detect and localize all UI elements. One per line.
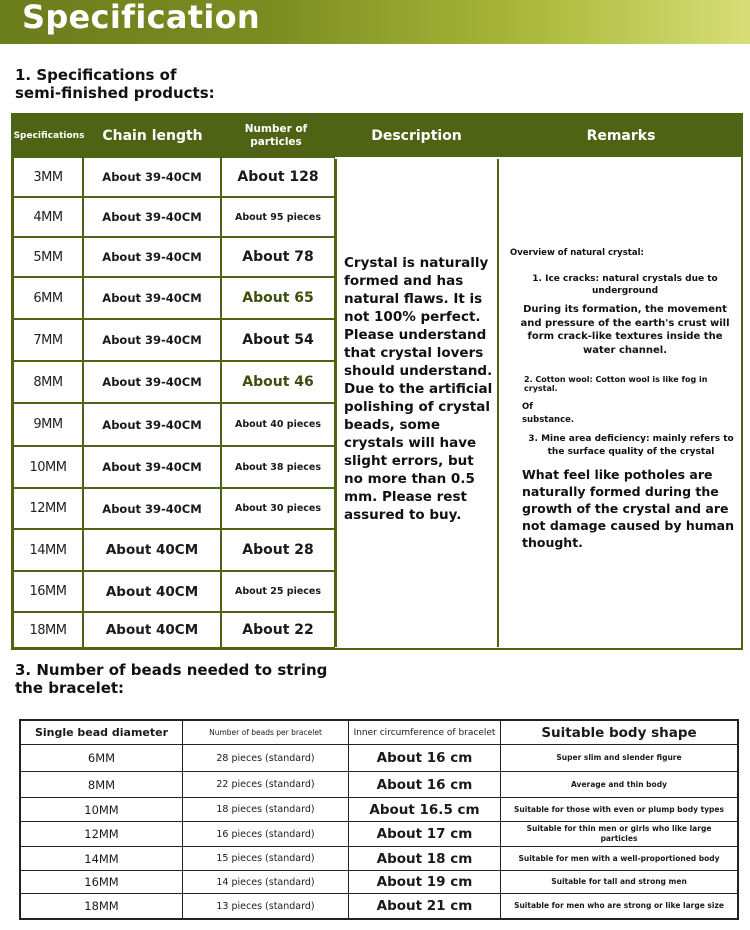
table-row: [21, 822, 737, 847]
chain-length-cell: About 39-40CM: [83, 361, 221, 403]
table-header-row: [21, 721, 737, 745]
spec-cell: 4MM: [13, 197, 83, 237]
inner-circumference-cell: About 18 cm: [349, 847, 501, 870]
body-shape-cell: Suitable for tall and strong men: [551, 877, 687, 886]
inner-circumference-cell: About 21 cm: [349, 894, 501, 918]
table-row: [21, 772, 737, 798]
section1-heading: 1. Specifications of semi-finished products:: [15, 66, 215, 102]
particle-count-cell: About 22: [221, 612, 335, 648]
spec-cell: 18MM: [13, 612, 83, 648]
remarks-item1-detail: During its formation, the movement and pressure of the earth's crust will form crack-like textures inside the water channel.: [520, 304, 730, 356]
beads-per-bracelet-cell: 16 pieces (standard): [183, 822, 349, 846]
chain-length-cell: About 40CM: [83, 612, 221, 648]
spec-cell: 9MM: [13, 403, 83, 446]
particle-count-cell: About 30 pieces: [221, 488, 335, 529]
body-shape-cell: Suitable body shape: [541, 724, 697, 741]
particle-count-cell: About 128: [221, 157, 335, 197]
remarks-closing: What feel like potholes are naturally formed during the growth of the crystal and are not damage caused by human thought.: [522, 467, 734, 550]
remarks-substance: substance.: [522, 415, 575, 425]
description-cell: [335, 159, 499, 647]
chain-length-cell: About 39-40CM: [83, 488, 221, 529]
spec-cell: 5MM: [13, 237, 83, 277]
chain-length-cell: About 40CM: [83, 571, 221, 612]
bead-diameter-cell: 10MM: [21, 798, 183, 821]
body-shape-cell: Suitable for thin men or girls who like large particles: [526, 824, 712, 843]
particle-count-cell: About 25 pieces: [221, 571, 335, 612]
inner-circumference-cell: About 16 cm: [349, 772, 501, 797]
bead-diameter-cell: 12MM: [21, 822, 183, 846]
specifications-table: [11, 113, 743, 650]
particle-count-cell: About 38 pieces: [221, 446, 335, 488]
spec-cell: 14MM: [13, 529, 83, 571]
beads-per-bracelet-cell: 28 pieces (standard): [183, 745, 349, 771]
chain-length-cell: About 39-40CM: [83, 197, 221, 237]
header-chain-length: Chain length: [102, 128, 203, 144]
bead-diameter-cell: 8MM: [21, 772, 183, 797]
spec-cell: 3MM: [13, 157, 83, 197]
spec-cell: 12MM: [13, 488, 83, 529]
remarks-cell: [510, 159, 741, 647]
beads-per-bracelet-cell: 14 pieces (standard): [183, 871, 349, 893]
particle-count-cell: About 54: [221, 319, 335, 361]
header-remarks: Remarks: [586, 128, 656, 144]
inner-circumference-cell: About 17 cm: [349, 822, 501, 846]
chain-length-cell: About 39-40CM: [83, 403, 221, 446]
bracelet-beads-table: [19, 719, 739, 920]
bead-diameter-cell: Single bead diameter: [21, 721, 183, 744]
particle-count-cell: About 28: [221, 529, 335, 571]
header-description: Description: [371, 128, 462, 144]
particle-count-cell: About 95 pieces: [221, 197, 335, 237]
table-row: [21, 847, 737, 871]
header-number-of-particles: Number of particles: [244, 123, 308, 148]
chain-length-cell: About 40CM: [83, 529, 221, 571]
beads-per-bracelet-cell: 13 pieces (standard): [183, 894, 349, 918]
beads-per-bracelet-cell: 22 pieces (standard): [183, 772, 349, 797]
body-shape-cell: Suitable for those with even or plump body types: [514, 804, 724, 814]
bead-diameter-cell: 18MM: [21, 894, 183, 918]
inner-circumference-cell: Inner circumference of bracelet: [349, 721, 501, 744]
remarks-item1: 1. Ice cracks: natural crystals due to underground: [532, 274, 718, 296]
bead-diameter-cell: 6MM: [21, 745, 183, 771]
spec-cell: 6MM: [13, 277, 83, 319]
table-row: [21, 798, 737, 822]
title-banner: [0, 0, 750, 44]
spec-cell: 7MM: [13, 319, 83, 361]
beads-per-bracelet-cell: Number of beads per bracelet: [183, 721, 349, 744]
inner-circumference-cell: About 19 cm: [349, 871, 501, 893]
page-title: Specification: [22, 0, 260, 36]
bead-diameter-cell: 14MM: [21, 847, 183, 870]
spec-cell: 10MM: [13, 446, 83, 488]
inner-circumference-cell: About 16.5 cm: [349, 798, 501, 821]
remarks-overview: Overview of natural crystal:: [510, 248, 644, 258]
body-shape-cell: Average and thin body: [571, 779, 667, 789]
spec-cell: 8MM: [13, 361, 83, 403]
specifications-table-header: [13, 115, 741, 157]
table-row: [21, 871, 737, 894]
bead-diameter-cell: 16MM: [21, 871, 183, 893]
beads-per-bracelet-cell: 15 pieces (standard): [183, 847, 349, 870]
chain-length-cell: About 39-40CM: [83, 237, 221, 277]
table-row: [21, 745, 737, 772]
remarks-item3: 3. Mine area deficiency: mainly refers to the surface quality of the crystal: [528, 434, 734, 457]
body-shape-cell: Suitable for men with a well-proportioned body: [518, 853, 720, 863]
beads-per-bracelet-cell: 18 pieces (standard): [183, 798, 349, 821]
chain-length-cell: About 39-40CM: [83, 446, 221, 488]
body-shape-cell: Suitable for men who are strong or like large size: [514, 901, 724, 910]
particle-count-cell: About 65: [221, 277, 335, 319]
section3-heading: 3. Number of beads needed to string the bracelet:: [15, 661, 328, 697]
header-specifications: Specifications: [13, 131, 85, 141]
remarks-item2: 2. Cotton wool: Cotton wool is like fog in crystal.: [524, 375, 708, 393]
spec-cell: 16MM: [13, 571, 83, 612]
description-text: Crystal is naturally formed and has natural flaws. It is not 100% perfect. Please understand that crystal lovers should understand. Due to the artificial polishing of crystal beads, some crystals will have slight errors, but no more than 0.5 mm. Please rest assured to buy.: [344, 255, 493, 523]
chain-length-cell: About 39-40CM: [83, 157, 221, 197]
chain-length-cell: About 39-40CM: [83, 277, 221, 319]
particle-count-cell: About 78: [221, 237, 335, 277]
body-shape-cell: Super slim and slender figure: [556, 753, 682, 762]
inner-circumference-cell: About 16 cm: [349, 745, 501, 771]
remarks-of: Of: [522, 402, 533, 412]
chain-length-cell: About 39-40CM: [83, 319, 221, 361]
particle-count-cell: About 40 pieces: [221, 403, 335, 446]
particle-count-cell: About 46: [221, 361, 335, 403]
table-row: [21, 894, 737, 918]
